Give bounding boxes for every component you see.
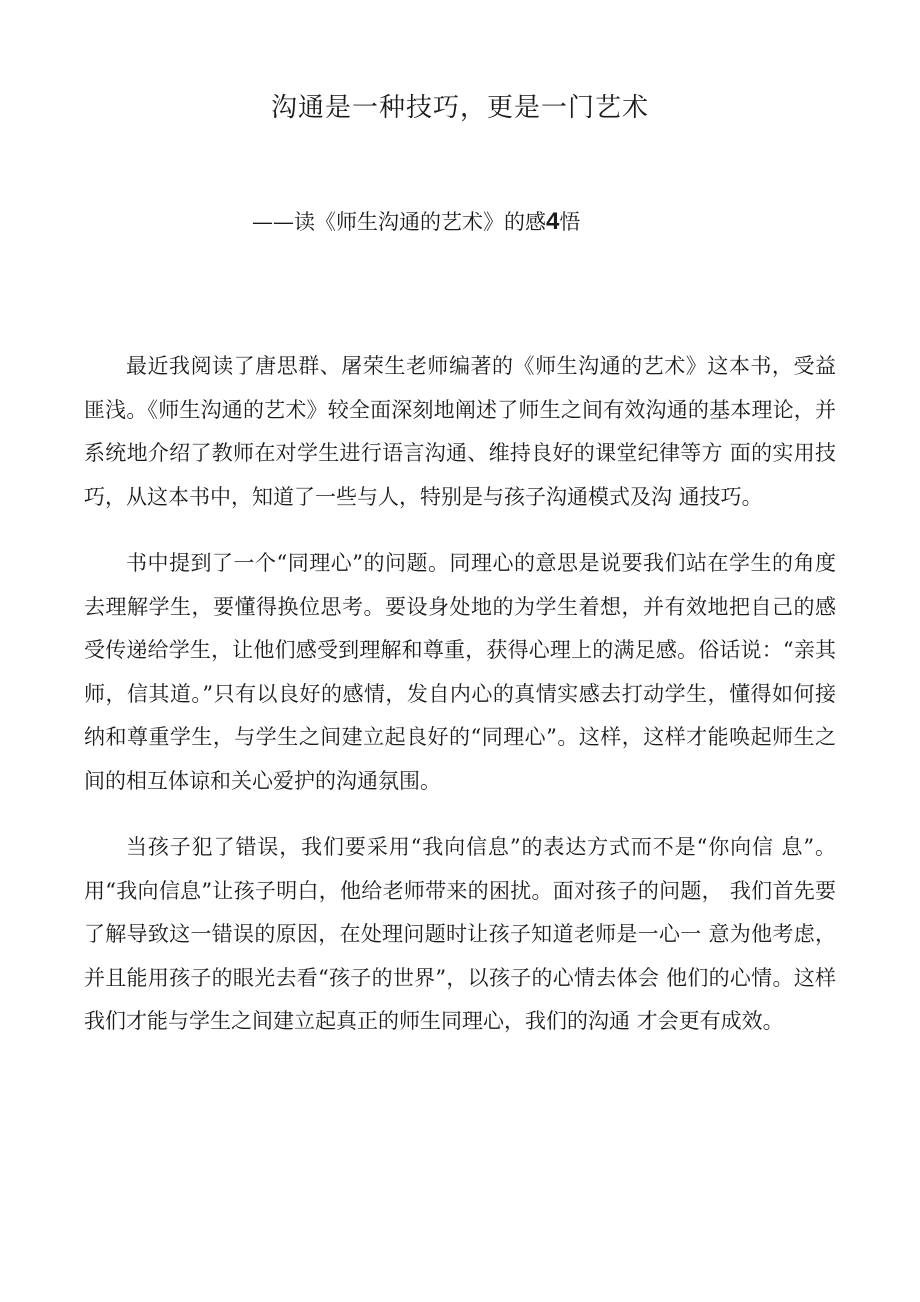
paragraph-1: 最近我阅读了唐思群、屠荣生老师编著的《师生沟通的艺术》这本书，受益匪浅。《师生沟通的艺术》较全面深刻地阐述了师生之间有效沟通的基本理论，并系统地介绍了教师在对学生进行语言沟通、维持良好的课堂纪律等方 面的实用技巧，从这本书中，知道了一些与人，特别是与孩子沟通模式及沟 通技巧。	[84, 354, 836, 509]
document-body	[84, 345, 836, 1067]
paragraph-3: 当孩子犯了错误，我们要采用“我向信息”的表达方式而不是“你向信 息”。用“我向信息”让孩子明白，他给老师带来的困扰。面对孩子的问题， 我们首先要了解导致这一错误的原因，在处理问题时让孩子知道老师是一心一 意为他考虑，并且能用孩子的眼光去看“孩子的世界”，以孩子的心情去体会 他们的心情。这样我们才能与学生之间建立起真正的师生同理心，我们的沟通 才会更有成效。	[84, 835, 836, 1033]
document-title: 沟通是一种技巧，更是一门艺术	[270, 93, 649, 123]
subtitle-number: 4	[546, 208, 560, 235]
document-subtitle	[252, 207, 580, 237]
subtitle-suffix: 悟	[559, 210, 581, 234]
subtitle-prefix: ——读《师生沟通的艺术》的感	[252, 210, 546, 234]
paragraph-2: 书中提到了一个“同理心”的问题。同理心的意思是说要我们站在学生的角度去理解学生，要懂得换位思考。要设身处地的为学生着想，并有效地把自己的感受传递给学生，让他们感受到理解和尊重，获得心理上的满足感。俗话说：“亲其师，信其道。”只有以良好的感情，发自内心的真情实感去打动学生，懂得如何接纳和尊重学生，与学生之间建立起良好的“同理心”。这样，这样才能唤起师生之间的相互体谅和关心爱护的沟通氛围。	[84, 551, 836, 793]
